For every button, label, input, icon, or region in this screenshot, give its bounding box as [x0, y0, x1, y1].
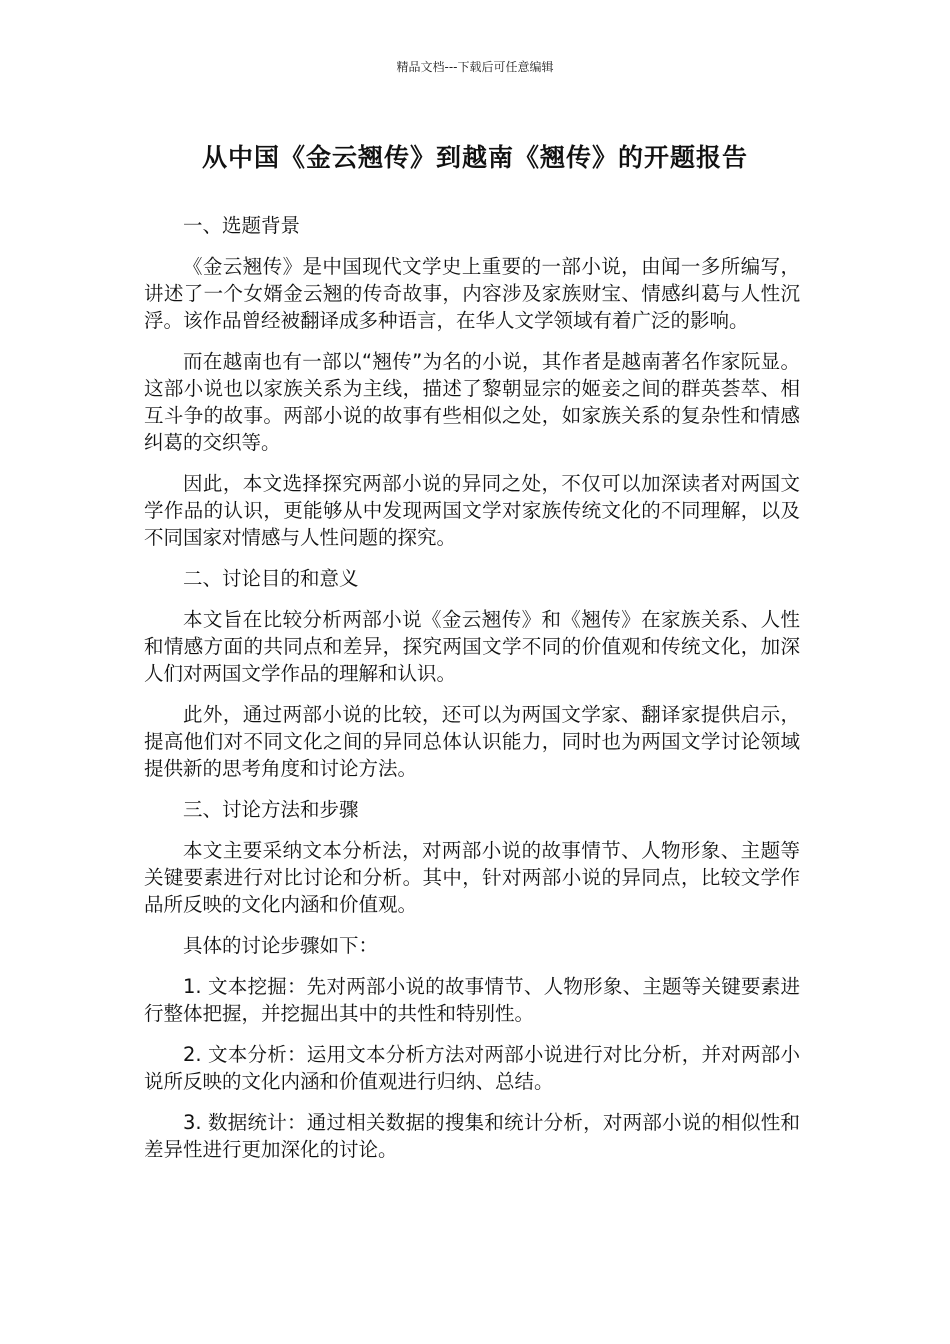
- document-title: 从中国《金云翘传》到越南《翘传》的开题报告: [201, 143, 748, 172]
- header-note: 精品文档---下载后可任意编辑: [396, 60, 554, 74]
- paragraph: 本文旨在比较分析两部小说《金云翘传》和《翘传》在家族关系、人性和情感方面的共同点和差异，探究两国文学不同的价值观和传统文化，加深人们对两国文学作品的理解和认识。: [144, 608, 800, 685]
- paragraph: 因此，本文选择探究两部小说的异同之处，不仅可以加深读者对两国文学作品的认识，更能够从中发现两国文学对家族传统文化的不同理解，以及不同国家对情感与人性问题的探究。: [144, 472, 800, 549]
- document-body: [144, 212, 800, 1177]
- paragraph: 本文主要采纳文本分析法，对两部小说的故事情节、人物形象、主题等关键要素进行对比讨论和分析。其中，针对两部小说的异同点，比较文学作品所反映的文化内涵和价值观。: [144, 839, 800, 916]
- list-item-step-2: 2. 文本分析：运用文本分析方法对两部小说进行对比分析，并对两部小说所反映的文化内涵和价值观进行归纳、总结。: [144, 1043, 800, 1093]
- section-heading-background: 一、选题背景: [183, 214, 301, 237]
- section-heading-purpose: 二、讨论目的和意义: [183, 567, 359, 590]
- paragraph: 而在越南也有一部以“翘传”为名的小说，其作者是越南著名作家阮显。这部小说也以家族关系为主线，描述了黎朝显宗的姬妾之间的群英荟萃、相互斗争的故事。两部小说的故事有些相似之处，如家族关系的复杂性和情感纠葛的交织等。: [144, 350, 800, 454]
- list-item-step-1: 1. 文本挖掘：先对两部小说的故事情节、人物形象、主题等关键要素进行整体把握，并挖掘出其中的共性和特别性。: [144, 975, 800, 1025]
- section-heading-methods: 三、讨论方法和步骤: [183, 798, 359, 821]
- paragraph: 具体的讨论步骤如下：: [183, 934, 379, 957]
- list-item-step-3: 3. 数据统计：通过相关数据的搜集和统计分析，对两部小说的相似性和差异性进行更加深化的讨论。: [144, 1111, 800, 1161]
- paragraph: 《金云翘传》是中国现代文学史上重要的一部小说，由闻一多所编写，讲述了一个女婿金云翘的传奇故事，内容涉及家族财宝、情感纠葛与人性沉浮。该作品曾经被翻译成多种语言，在华人文学领域有着广泛的影响。: [144, 255, 800, 332]
- paragraph: 此外，通过两部小说的比较，还可以为两国文学家、翻译家提供启示，提高他们对不同文化之间的异同总体认识能力，同时也为两国文学讨论领域提供新的思考角度和讨论方法。: [144, 703, 800, 780]
